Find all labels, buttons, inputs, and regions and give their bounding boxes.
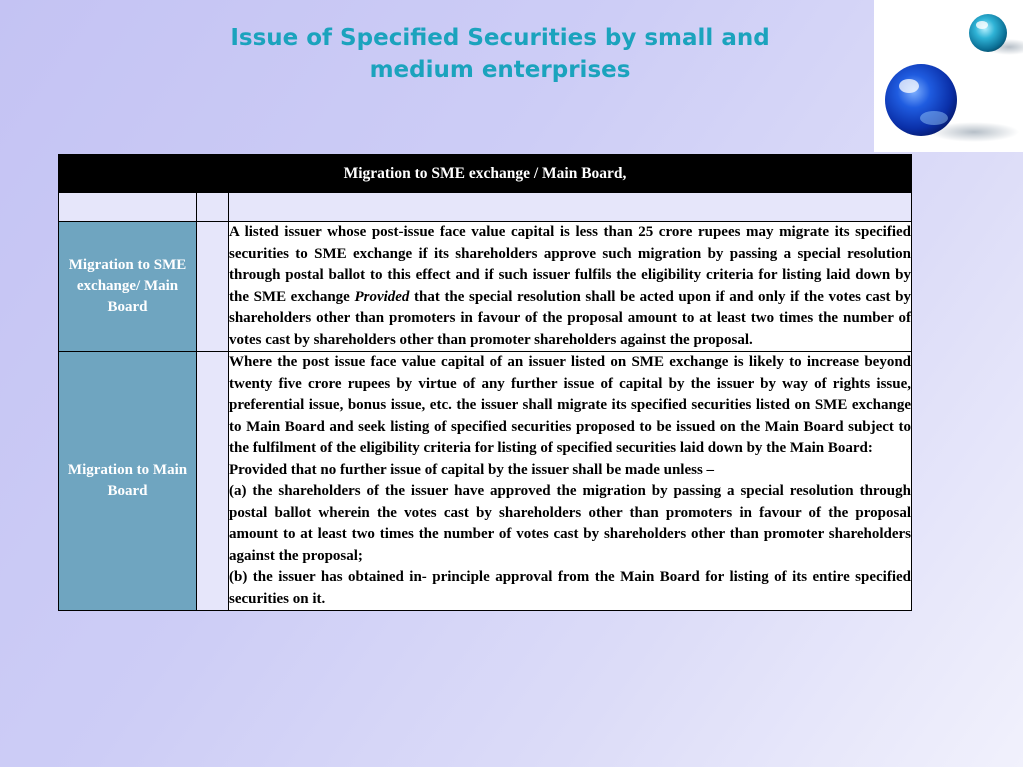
table-blank-cell	[197, 222, 229, 352]
row-text-italic: Provided	[354, 288, 410, 305]
slide-title	[195, 22, 805, 86]
paragraph: Provided that no further issue of capital by the issuer shall be made unless –	[229, 461, 715, 478]
table-header: Migration to SME exchange / Main Board,	[59, 155, 912, 193]
row-label-sme-exchange: Migration to SME exchange/ Main Board	[59, 222, 197, 352]
table-blank-cell	[197, 352, 229, 611]
row-text-part: that the special resolution shall be acted upon if and only if the votes cast by shareholders other than promoters in favour of the proposal amount to at least two times the number of votes cast by shareholders other than promoter shareholders against the proposal.	[229, 288, 911, 348]
paragraph: (a) the shareholders of the issuer have approved the migration by passing a special resolution through postal ballot wherein the votes cast by shareholders other than promoters in favour of the proposal amount to at least two times the number of votes cast by shareholders other than promoter shareholders against the proposal;	[229, 483, 911, 564]
row-text-part: A listed issuer whose post-issue face value capital is less than 25 crore rupees may migrate its specified securities to SME exchange if its shareholders approve such migration by passing a special resolution through postal ballot to this effect and if such issuer fulfils the eligibility criteria for listing laid down by the SME exchange	[229, 224, 911, 305]
table-spacer-row	[59, 193, 912, 222]
row-text-sme-exchange	[229, 222, 912, 352]
table-spacer-cell	[59, 193, 197, 222]
marbles-image	[874, 0, 1023, 152]
table-row	[59, 352, 912, 611]
paragraph: Where the post issue face value capital of an issuer listed on SME exchange is likely to increase beyond twenty five crore rupees by virtue of any further issue of capital by the issuer by way of rights issue, preferential issue, bonus issue, etc. the issuer shall migrate its specified securities listed on SME exchange to Main Board and seek listing of specified securities proposed to be issued on the Main Board subject to the fulfilment of the eligibility criteria for listing of specified securities laid down by the Main Board:	[229, 354, 911, 456]
slide-title-line-1: Issue of Specified Securities by small and	[230, 25, 770, 51]
table-row	[59, 222, 912, 352]
migration-table	[58, 154, 912, 611]
slide-title-line-2: medium enterprises	[369, 57, 631, 83]
table-spacer-cell	[229, 193, 912, 222]
glass-marbles-icon	[874, 0, 1023, 152]
row-text-main-board	[229, 352, 912, 611]
row-label-main-board: Migration to Main Board	[59, 352, 197, 611]
table-spacer-cell	[197, 193, 229, 222]
table-header-row	[59, 155, 912, 193]
paragraph: (b) the issuer has obtained in- principle approval from the Main Board for listing of its entire specified securities on it.	[229, 569, 911, 607]
